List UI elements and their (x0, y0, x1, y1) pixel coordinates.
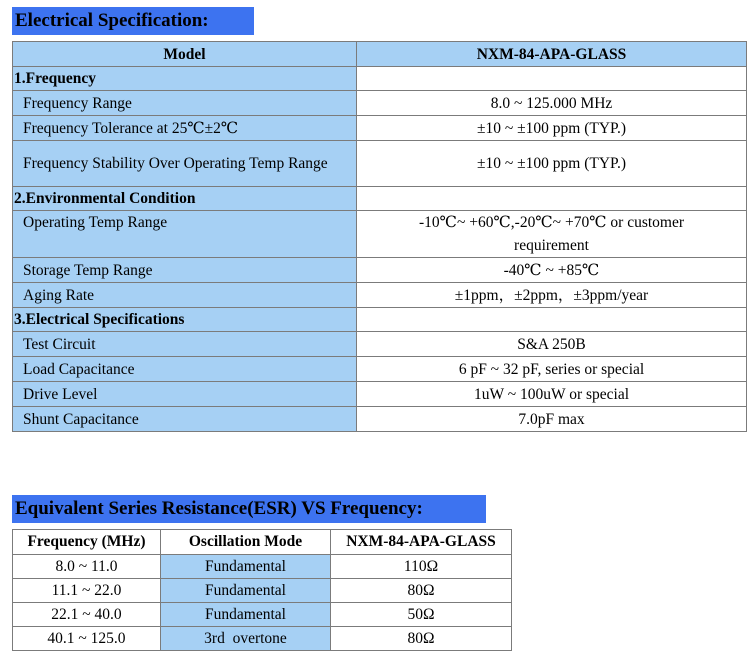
spec-value: -40℃ ~ +85℃ (357, 258, 747, 283)
spec-label: Test Circuit (13, 332, 357, 357)
esr-title: Equivalent Series Resistance(ESR) VS Frequency: (12, 495, 486, 523)
esr-mode: 3rd overtone (161, 627, 331, 651)
spec-label: Frequency Stability Over Operating Temp Range (13, 141, 357, 187)
spec-row (13, 211, 747, 258)
spec-row (13, 91, 747, 116)
esr-value: 80Ω (331, 627, 512, 651)
category-frequency: 1.Frequency (13, 67, 357, 91)
esr-row (13, 555, 512, 579)
spec-row (13, 116, 747, 141)
esr-row (13, 579, 512, 603)
electrical-specification-table (12, 41, 747, 432)
model-label: Model (13, 42, 357, 67)
spec-value: ±10 ~ ±100 ppm (TYP.) (357, 116, 747, 141)
spec-label: Load Capacitance (13, 357, 357, 382)
esr-value: 50Ω (331, 603, 512, 627)
esr-row (13, 603, 512, 627)
category-electrical: 3.Electrical Specifications (13, 308, 357, 332)
spec-row (13, 283, 747, 308)
esr-value: 110Ω (331, 555, 512, 579)
spec-header-row (13, 42, 747, 67)
esr-frequency: 11.1 ~ 22.0 (13, 579, 161, 603)
spec-value (357, 187, 747, 211)
spec-label: Aging Rate (13, 283, 357, 308)
spec-label: Storage Temp Range (13, 258, 357, 283)
spec-row (13, 141, 747, 187)
spec-category-row (13, 308, 747, 332)
spec-label: Frequency Tolerance at 25℃±2℃ (13, 116, 357, 141)
spec-label: Operating Temp Range (13, 211, 357, 258)
spec-row (13, 382, 747, 407)
spec-value (357, 308, 747, 332)
spec-row (13, 357, 747, 382)
esr-header-mode: Oscillation Mode (161, 530, 331, 555)
model-value: NXM-84-APA-GLASS (357, 42, 747, 67)
esr-mode: Fundamental (161, 579, 331, 603)
spec-label: Shunt Capacitance (13, 407, 357, 432)
spec-label: Frequency Range (13, 91, 357, 116)
esr-frequency: 22.1 ~ 40.0 (13, 603, 161, 627)
spec-label: Drive Level (13, 382, 357, 407)
esr-table (12, 529, 512, 651)
spec-category-row (13, 67, 747, 91)
esr-mode: Fundamental (161, 603, 331, 627)
spec-value: 7.0pF max (357, 407, 747, 432)
spec-value: -10℃~ +60℃,-20℃~ +70℃ or customer requirement (357, 211, 747, 258)
spec-row (13, 407, 747, 432)
spec-value: ±10 ~ ±100 ppm (TYP.) (357, 141, 747, 187)
esr-frequency: 40.1 ~ 125.0 (13, 627, 161, 651)
spec-value: 8.0 ~ 125.000 MHz (357, 91, 747, 116)
esr-value: 80Ω (331, 579, 512, 603)
esr-header-model: NXM-84-APA-GLASS (331, 530, 512, 555)
spec-value: 6 pF ~ 32 pF, series or special (357, 357, 747, 382)
category-environmental: 2.Environmental Condition (13, 187, 357, 211)
spec-value: S&A 250B (357, 332, 747, 357)
esr-mode: Fundamental (161, 555, 331, 579)
electrical-specification-title: Electrical Specification: (12, 7, 254, 35)
spec-row (13, 258, 747, 283)
esr-header-row (13, 530, 512, 555)
spec-row (13, 332, 747, 357)
spec-value (357, 67, 747, 91)
spec-value: 1uW ~ 100uW or special (357, 382, 747, 407)
esr-header-frequency: Frequency (MHz) (13, 530, 161, 555)
spec-value: ±1ppm，±2ppm，±3ppm/year (357, 283, 747, 308)
esr-frequency: 8.0 ~ 11.0 (13, 555, 161, 579)
spec-category-row (13, 187, 747, 211)
esr-row (13, 627, 512, 651)
